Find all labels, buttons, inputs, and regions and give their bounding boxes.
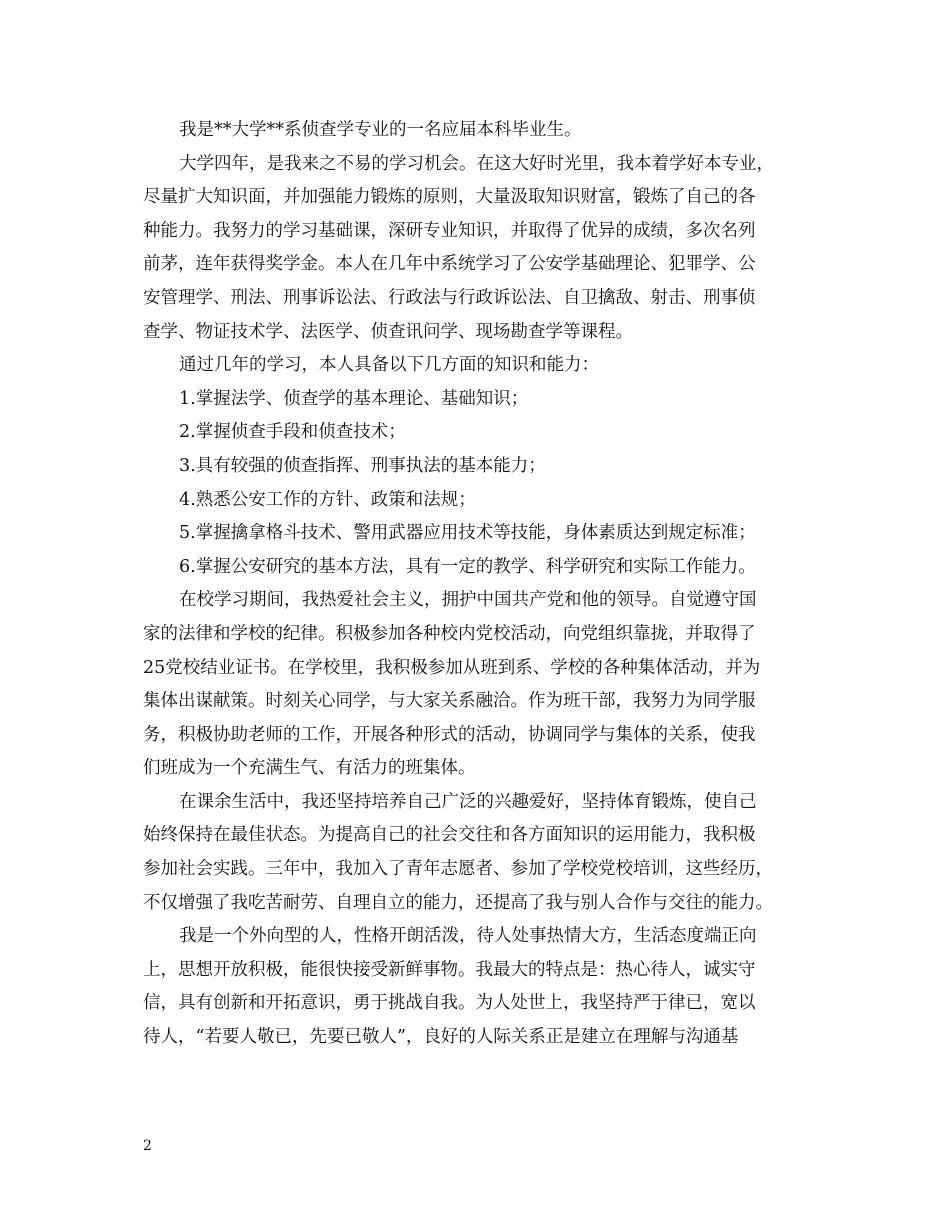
text-line: 查学、物证技术学、法医学、侦查讯问学、现场勘查学等课程。: [143, 321, 633, 342]
list-item: 4.熟悉公安工作的方针、政策和法规；: [179, 489, 476, 510]
text-line: 始终保持在最佳状态。为提高自己的社会交往和各方面知识的运用能力，我积极: [143, 825, 756, 846]
text-line: 务，积极协助老师的工作，开展各种形式的活动，协调同学与集体的关系，使我: [143, 724, 756, 745]
text-line: 不仅增强了我吃苦耐劳、自理自立的能力，还提高了我与别人合作与交往的能力。: [143, 892, 773, 913]
text-line: 集体出谋献策。时刻关心同学，与大家关系融洽。作为班干部，我努力为同学服: [143, 691, 756, 712]
text-line: 上，思想开放积极，能很快接受新鲜事物。我最大的特点是：热心待人，诚实守: [143, 959, 756, 980]
text-line: 通过几年的学习，本人具备以下几方面的知识和能力：: [179, 355, 599, 376]
text-line: 尽量扩大知识面，并加强能力锻炼的原则，大量汲取知识财富，锻炼了自己的各: [143, 187, 756, 208]
text-line: 大学四年，是我来之不易的学习机会。在这大好时光里，我本着学好本专业，: [179, 153, 774, 174]
text-line: 信，具有创新和开拓意识，勇于挑战自我。为人处世上，我坚持严于律已，宽以: [143, 993, 756, 1014]
text-line: 家的法律和学校的纪律。积极参加各种校内党校活动，向党组织靠拢，并取得了: [143, 623, 756, 644]
list-item: 6.掌握公安研究的基本方法，具有一定的教学、科学研究和实际工作能力。: [179, 556, 756, 577]
text-line: 前茅，连年获得奖学金。本人在几年中系统学习了公安学基础理论、犯罪学、公: [143, 254, 756, 275]
text-line: 在课余生活中，我还坚持培养自己广泛的兴趣爱好，坚持体育锻炼，使自己: [179, 791, 757, 812]
text-line: 安管理学、刑法、刑事诉讼法、行政法与行政诉讼法、自卫擒敌、射击、刑事侦: [143, 287, 756, 308]
text-line: 25党校结业证书。在学校里，我积极参加从班到系、学校的各种集体活动，并为: [143, 657, 761, 678]
text-line: 我是一个外向型的人，性格开朗活泼，待人处事热情大方，生活态度端正向: [179, 926, 757, 947]
list-item: 5.掌握擒拿格斗技术、警用武器应用技术等技能，身体素质达到规定标准；: [179, 523, 756, 544]
list-item: 1.掌握法学、侦查学的基本理论、基础知识；: [179, 388, 529, 409]
text-line: 参加社会实践。三年中，我加入了青年志愿者、参加了学校党校培训，这些经历，: [143, 859, 773, 880]
text-line: 待人，“若要人敬已，先要已敬人”，良好的人际关系正是建立在理解与沟通基: [143, 1027, 739, 1048]
list-item: 2.掌握侦查手段和侦查技术；: [179, 422, 406, 443]
text-line: 我是**大学**系侦查学专业的一名应届本科毕业生。: [179, 120, 582, 140]
list-item: 3.具有较强的侦查指挥、刑事执法的基本能力；: [179, 455, 546, 476]
text-line: 种能力。我努力的学习基础课，深研专业知识，并取得了优异的成绩，多次名列: [143, 220, 756, 241]
page-number: 2: [143, 1138, 152, 1154]
text-line: 们班成为一个充满生气、有活力的班集体。: [143, 758, 476, 779]
text-line: 在校学习期间，我热爱社会主义，拥护中国共产党和他的领导。自觉遵守国: [179, 590, 757, 611]
document-body: [143, 114, 823, 1055]
